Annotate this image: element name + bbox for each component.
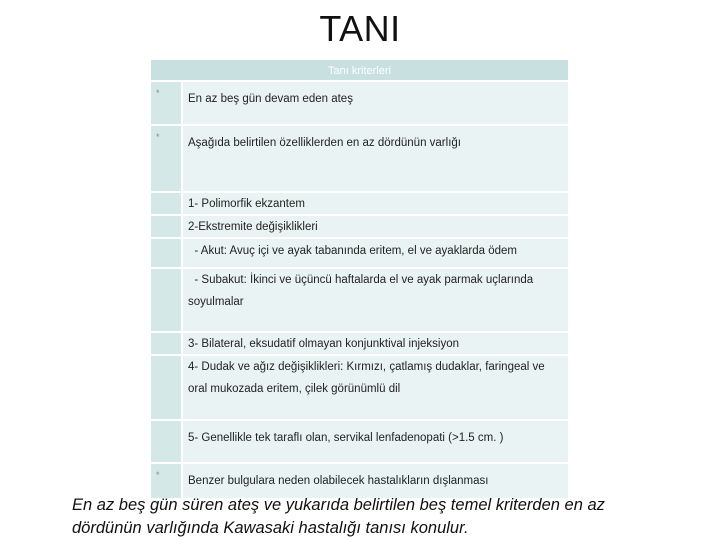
table-row xyxy=(151,239,568,269)
row-bullet: * xyxy=(151,82,183,124)
table-row xyxy=(151,333,568,356)
row-bullet: * xyxy=(151,126,183,191)
row-text: - Akut: Avuç içi ve ayak tabanında eritem, el ve ayaklarda ödem xyxy=(183,239,568,267)
row-bullet xyxy=(151,239,183,267)
table-row xyxy=(151,126,568,193)
table-header: Tanı kriterleri xyxy=(151,60,568,82)
row-text: - Subakut: İkinci ve üçüncü haftalarda el ve ayak parmak uçlarında soyulmalar xyxy=(183,269,568,331)
table-row xyxy=(151,216,568,239)
row-bullet xyxy=(151,269,183,331)
row-text: 3- Bilateral, eksudatif olmayan konjunktival injeksiyon xyxy=(183,333,568,354)
row-text: Aşağıda belirtilen özelliklerden en az dördünün varlığı xyxy=(183,126,568,191)
row-bullet xyxy=(151,356,183,419)
page-title: TANI xyxy=(319,8,401,49)
row-bullet xyxy=(151,333,183,354)
row-text: 2-Ekstremite değişiklikleri xyxy=(183,216,568,237)
table-row xyxy=(151,193,568,216)
row-bullet: * xyxy=(151,464,183,498)
table-row xyxy=(151,421,568,464)
row-text: 1- Polimorfik ekzantem xyxy=(183,193,568,214)
table-row xyxy=(151,356,568,421)
row-text: 5- Genellikle tek taraflı olan, servikal lenfadenopati (>1.5 cm. ) xyxy=(183,421,568,462)
row-bullet xyxy=(151,421,183,462)
row-bullet xyxy=(151,216,183,237)
table-row xyxy=(151,82,568,126)
row-text: 4- Dudak ve ağız değişiklikleri: Kırmızı, çatlamış dudaklar, faringeal ve oral mukozada eritem, çilek görünümlü dil xyxy=(183,356,568,419)
table-row xyxy=(151,269,568,333)
row-text: Benzer bulgulara neden olabilecek hastalıkların dışlanması xyxy=(183,464,568,498)
summary-text: En az beş gün süren ateş ve yukarıda belirtilen beş temel kriterden en az dördünün varlığında Kawasaki hastalığı tanısı konulur. xyxy=(72,496,605,537)
row-bullet xyxy=(151,193,183,214)
row-text: En az beş gün devam eden ateş xyxy=(183,82,568,124)
criteria-table xyxy=(151,60,568,500)
